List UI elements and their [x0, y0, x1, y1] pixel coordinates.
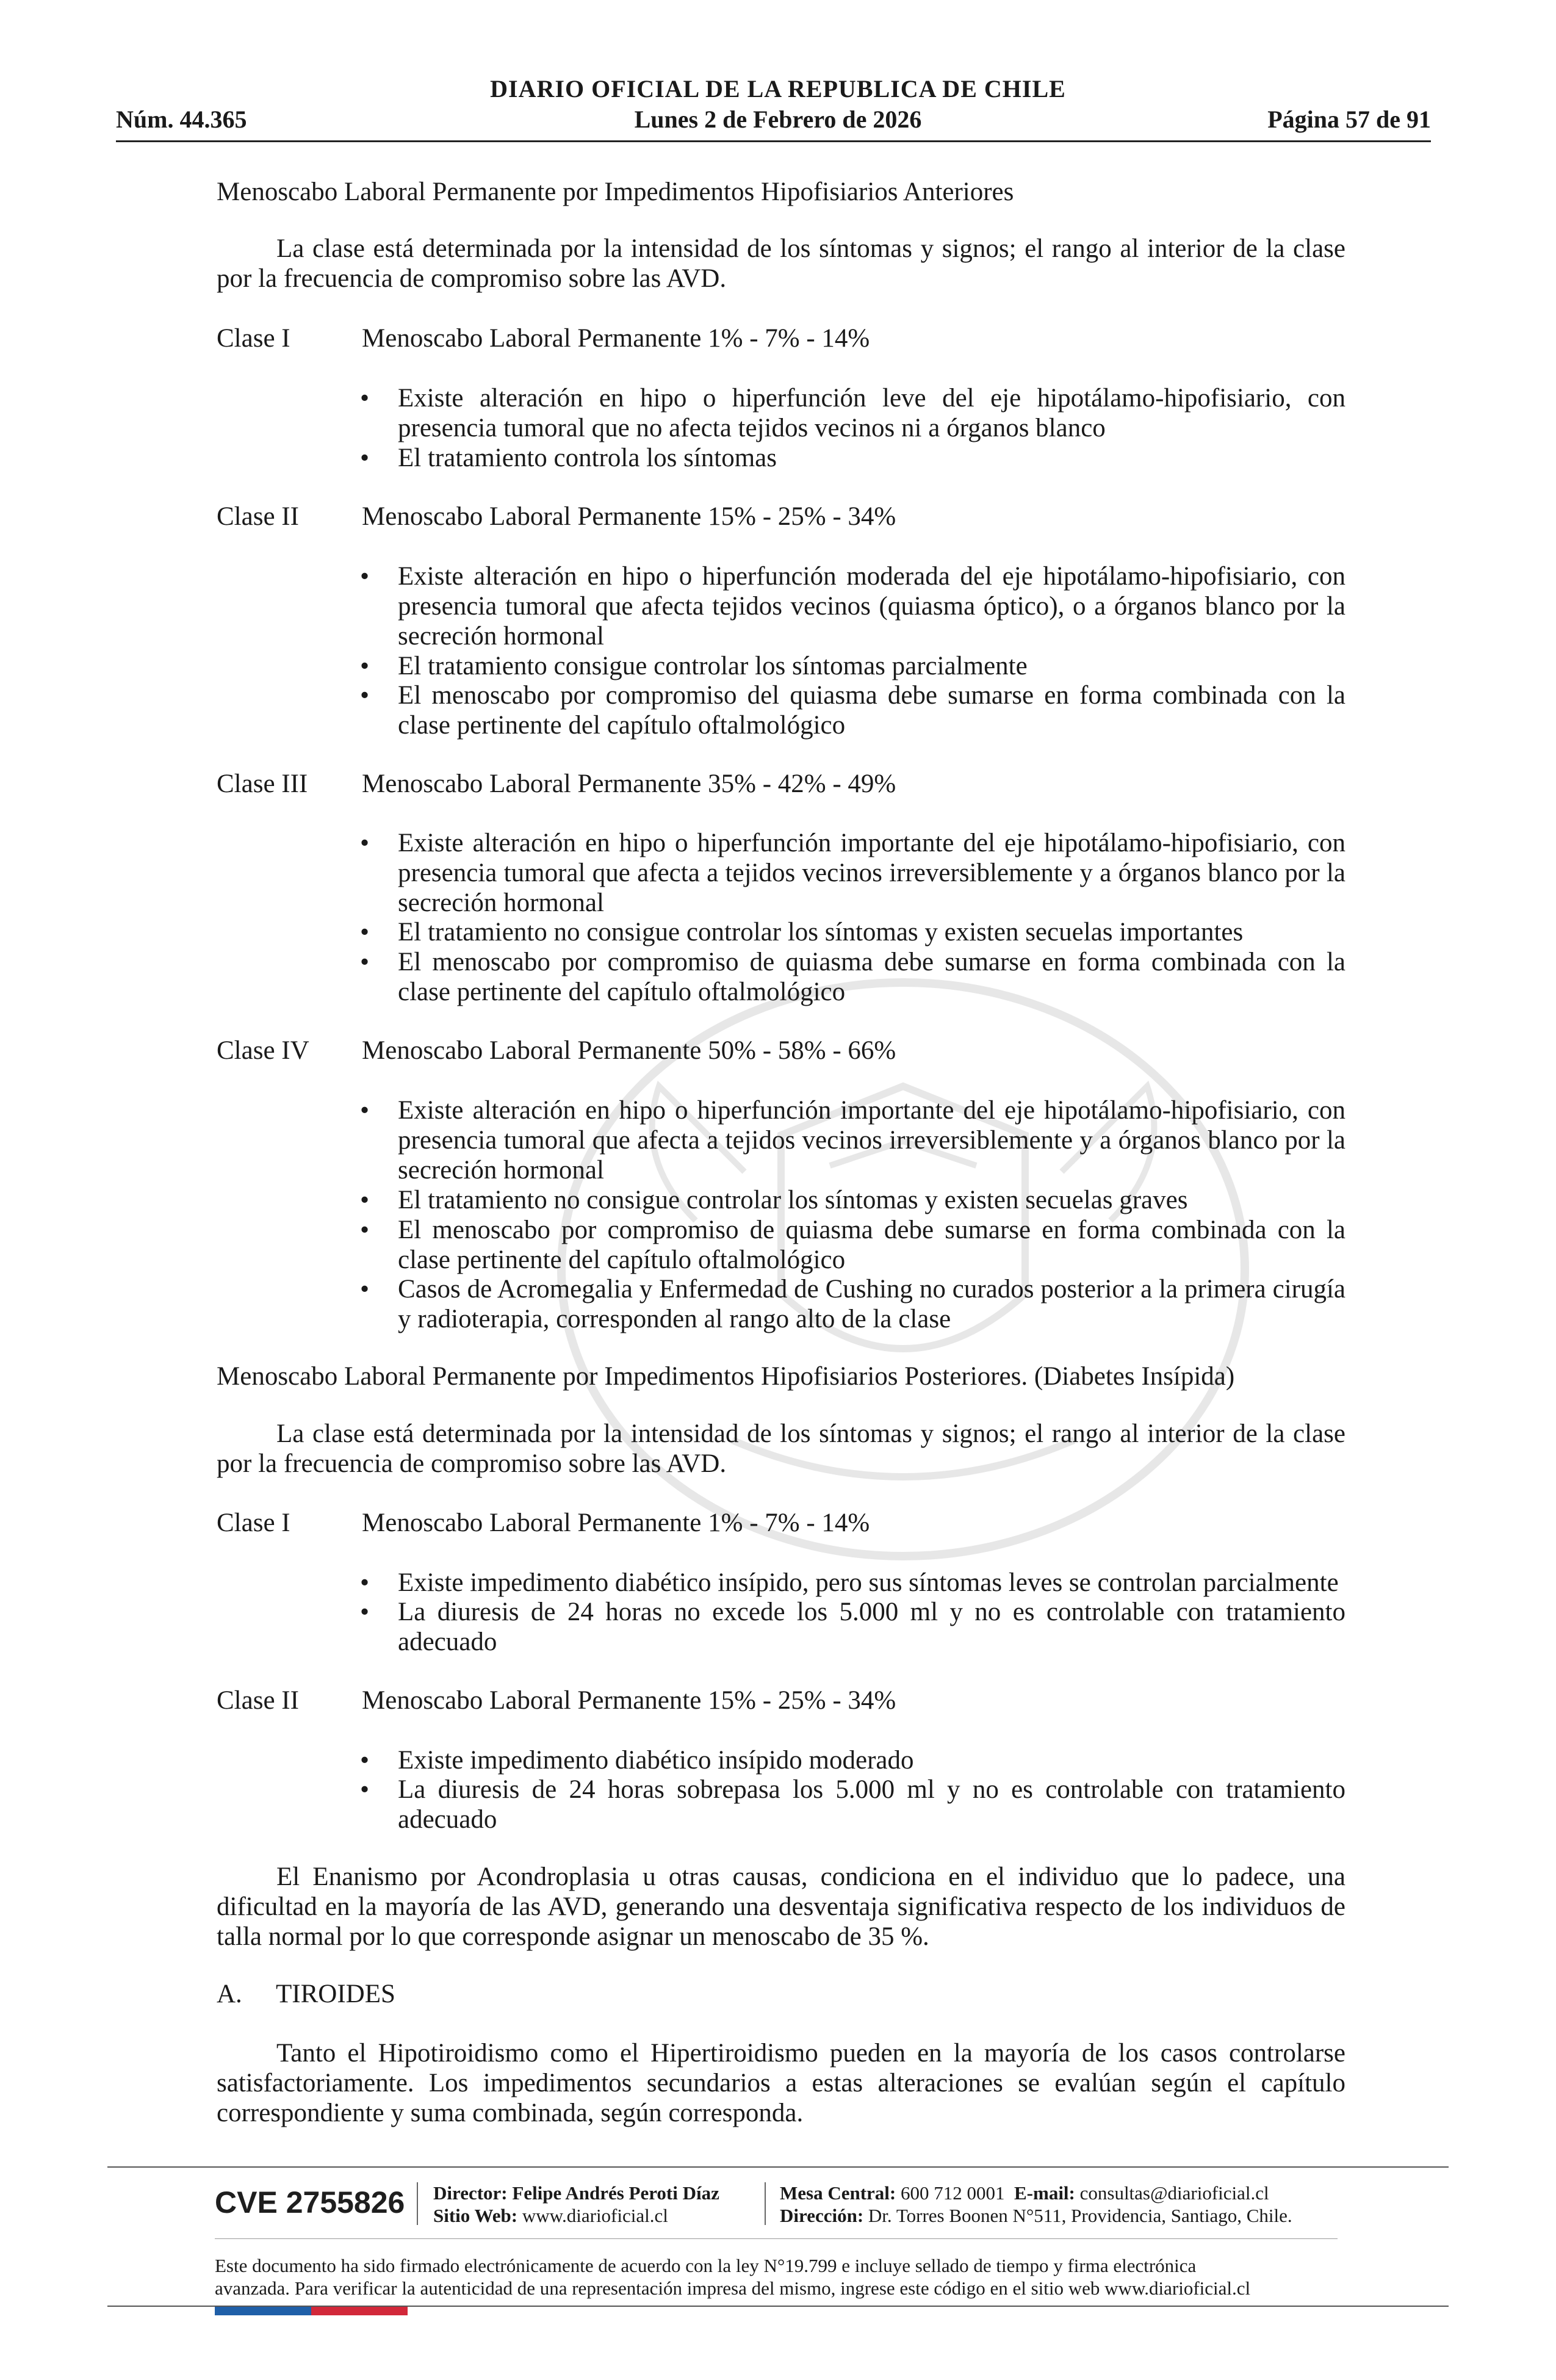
class-range: Menoscabo Laboral Permanente 1% - 7% - 14% [362, 1509, 870, 1537]
list-item: Existe alteración en hipo o hiperfunción moderada del eje hipotálamo-hipofisiario, con presencia tumoral que afecta tejidos vecinos (quiasma óptico), o a órganos blanco por la secreción hormonal [398, 562, 1345, 651]
bullet-mark: • [360, 444, 370, 472]
class-label: Clase I [217, 324, 290, 353]
section-heading-posterior: Menoscabo Laboral Permanente por Impedimentos Hipofisiarios Posteriores. (Diabetes Insípida) [217, 1362, 1235, 1391]
section-heading-anterior: Menoscabo Laboral Permanente por Impedimentos Hipofisiarios Anteriores [217, 178, 1014, 206]
website-label: Sitio Web: [433, 2205, 518, 2226]
class-label: Clase II [217, 1686, 299, 1715]
issue-number: Núm. 44.365 [116, 106, 247, 133]
bullet-mark: • [360, 948, 370, 976]
director-line [433, 2182, 719, 2204]
section-letter: A. [217, 1980, 242, 2008]
list-item: Existe impedimento diabético insípido, pero sus síntomas leves se controlan parcialmente [398, 1568, 1339, 1597]
class-range: Menoscabo Laboral Permanente 35% - 42% - 49% [362, 770, 896, 798]
list-item: Existe alteración en hipo o hiperfunción importante del eje hipotálamo-hipofisiario, con presencia tumoral que afecta a tejidos vecinos irreversiblemente y a órganos blanco por la secreción hormonal [398, 1096, 1345, 1185]
tiroides-paragraph: Tanto el Hipotiroidismo como el Hipertiroidismo pueden en la mayoría de los casos controlarse satisfactoriamente. Los impedimentos secundarios a estas alteraciones se evalúan según el capítulo correspondiente y suma combinada, según corresponda. [217, 2039, 1345, 2127]
director-name: Felipe Andrés Peroti Díaz [512, 2182, 719, 2204]
intro-paragraph-posterior: La clase está determinada por la intensidad de los síntomas y signos; el rango al interior de la clase por la frecuencia de compromiso sobre las AVD. [217, 1419, 1345, 1478]
email-link[interactable]: consultas@diarioficial.cl [1079, 2182, 1269, 2204]
list-item: El tratamiento no consigue controlar los síntomas y existen secuelas graves [398, 1186, 1188, 1214]
page-number: Página 57 de 91 [1267, 106, 1431, 133]
newspaper-title: DIARIO OFICIAL DE LA REPUBLICA DE CHILE [490, 75, 1066, 103]
class-label: Clase II [217, 502, 299, 531]
list-item: El tratamiento no consigue controlar los síntomas y existen secuelas importantes [398, 918, 1244, 947]
footer-separator [765, 2182, 766, 2225]
bullet-mark: • [360, 681, 370, 710]
list-item: Casos de Acromegalia y Enfermedad de Cushing no curados posterior a la primera cirugía y radioterapia, corresponden al rango alto de la clase [398, 1275, 1345, 1333]
class-range: Menoscabo Laboral Permanente 1% - 7% - 14% [362, 324, 870, 353]
class-label: Clase I [217, 1509, 290, 1537]
website-link[interactable]: www.diarioficial.cl [522, 2205, 668, 2226]
flag-bar-red [311, 2307, 408, 2315]
footer-separator [417, 2182, 418, 2225]
bullet-mark: • [360, 384, 370, 413]
bullet-mark: • [360, 1275, 370, 1304]
address-label: Dirección: [780, 2205, 864, 2226]
signature-note-line-2: avanzada. Para verificar la autenticidad de una representación impresa del mismo, ingrese este código en el sitio web www.diarioficial.cl [215, 2277, 1251, 2299]
flag-bar-blue [215, 2307, 311, 2315]
class-range: Menoscabo Laboral Permanente 15% - 25% - 34% [362, 1686, 896, 1715]
issue-date: Lunes 2 de Febrero de 2026 [634, 106, 922, 133]
bullet-mark: • [360, 1775, 370, 1804]
email-label: E-mail: [1014, 2182, 1075, 2204]
bullet-mark: • [360, 652, 370, 680]
bullet-mark: • [360, 829, 370, 857]
bullet-mark: • [360, 1216, 370, 1244]
bullet-mark: • [360, 1568, 370, 1597]
class-range: Menoscabo Laboral Permanente 15% - 25% - 34% [362, 502, 896, 531]
bullet-mark: • [360, 1598, 370, 1626]
mesa-phone: 600 712 0001 [901, 2182, 1005, 2204]
contact-line [780, 2182, 1269, 2204]
list-item: El menoscabo por compromiso del quiasma debe sumarse en forma combinada con la clase pertinente del capítulo oftalmológico [398, 681, 1345, 740]
cve-code: CVE 2755826 [215, 2185, 405, 2220]
header-divider [116, 140, 1431, 142]
bullet-mark: • [360, 1746, 370, 1775]
intro-paragraph-anterior: La clase está determinada por la intensidad de los síntomas y signos; el rango al interior de la clase por la frecuencia de compromiso sobre las AVD. [217, 234, 1345, 293]
footer-thin-divider [215, 2238, 1338, 2239]
address-value: Dr. Torres Boonen N°511, Providencia, Santiago, Chile. [868, 2205, 1292, 2226]
list-item: Existe alteración en hipo o hiperfunción importante del eje hipotálamo-hipofisiario, con presencia tumoral que afecta a tejidos vecinos irreversiblemente y a órganos blanco por la secreción hormonal [398, 829, 1345, 917]
list-item: Existe impedimento diabético insípido moderado [398, 1746, 914, 1775]
website-line [433, 2204, 668, 2227]
list-item: El tratamiento controla los síntomas [398, 444, 777, 472]
list-item: La diuresis de 24 horas no excede los 5.000 ml y no es controlable con tratamiento adecuado [398, 1598, 1345, 1656]
bullet-mark: • [360, 918, 370, 947]
bullet-mark: • [360, 1186, 370, 1214]
class-label: Clase IV [217, 1036, 309, 1065]
signature-note-line-1: Este documento ha sido firmado electrónicamente de acuerdo con la ley N°19.799 e incluye sellado de tiempo y firma electrónica [215, 2255, 1197, 2276]
list-item: El menoscabo por compromiso de quiasma debe sumarse en forma combinada con la clase pertinente del capítulo oftalmológico [398, 1216, 1345, 1274]
bullet-mark: • [360, 562, 370, 591]
address-line [780, 2204, 1292, 2227]
bullet-mark: • [360, 1096, 370, 1125]
list-item: La diuresis de 24 horas sobrepasa los 5.000 ml y no es controlable con tratamiento adecuado [398, 1775, 1345, 1834]
footer-divider [107, 2166, 1449, 2168]
mesa-label: Mesa Central: [780, 2182, 896, 2204]
list-item: El menoscabo por compromiso de quiasma debe sumarse en forma combinada con la clase pertinente del capítulo oftalmológico [398, 948, 1345, 1006]
section-heading-tiroides: TIROIDES [276, 1980, 395, 2008]
list-item: Existe alteración en hipo o hiperfunción leve del eje hipotálamo-hipofisiario, con presencia tumoral que no afecta tejidos vecinos ni a órganos blanco [398, 384, 1345, 442]
list-item: El tratamiento consigue controlar los síntomas parcialmente [398, 652, 1028, 680]
class-label: Clase III [217, 770, 308, 798]
director-label: Director: [433, 2182, 508, 2204]
class-range: Menoscabo Laboral Permanente 50% - 58% - 66% [362, 1036, 896, 1065]
enanismo-paragraph: El Enanismo por Acondroplasia u otras causas, condiciona en el individuo que lo padece, una dificultad en la mayoría de las AVD, generando una desventaja significativa respecto de los individuos de talla normal por lo que corresponde asignar un menoscabo de 35 %. [217, 1863, 1345, 1951]
